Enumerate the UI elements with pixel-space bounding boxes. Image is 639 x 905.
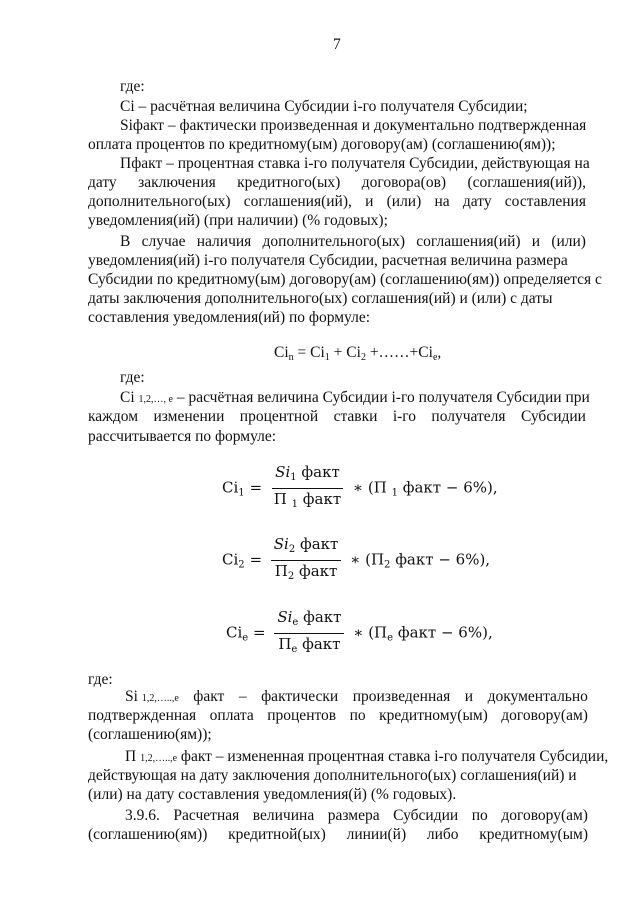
text-line: (или) на дату составления уведомления(й) (% годовых). — [88, 786, 457, 803]
text-line: (соглашению(ям)); — [88, 726, 212, 743]
justified-line: дату заключения кредитного(ых) договора(ов) (соглашения(ий)), — [88, 174, 586, 191]
text-line: рассчитывается по формуле: — [88, 428, 277, 445]
fraction: $\frac{Si_1 факт}{П _1 факт}$ — [273, 463, 342, 510]
text-line: действующая на дату заключения дополнительного(ых) соглашения(ий) и — [88, 767, 577, 784]
text-line: Ci – расчётная величина Субсидии i-го получателя Субсидии; — [120, 98, 528, 115]
text-line: Субсидии по кредитному(ым) договору(ам) (соглашению(ям)) определяется с — [88, 271, 602, 288]
text-line: где: — [120, 78, 145, 95]
text-line: где: — [88, 671, 113, 688]
formula-2: $Ci_2$ = $\frac{Si_2 факт}{П_2 факт}$ ∗ ($П_2$ факт − 6%), — [222, 536, 490, 585]
text-line: уведомления(ий) (при наличии) (% годовых); — [88, 212, 388, 229]
text-line: Siфакт – фактически произведенная и документально подтвержденная — [120, 117, 587, 134]
justified-line: каждом изменении процентной ставки i-го получателя Субсидии — [88, 408, 586, 425]
justified-line: Si 1,2,…..,e факт – фактически произведенная и документально — [125, 688, 588, 705]
justified-line: 3.9.6. Расчетная величина размера Субсидии по договору(ам) — [125, 807, 588, 824]
text-line: уведомления(ий) i-го получателя Субсидии, расчетная величина размера — [88, 252, 568, 269]
formula-1: $Ci_1$ = $\frac{Si_1 факт}{П _1 факт}$ ∗ (П $_1$ факт − 6%), — [222, 464, 498, 513]
formula-3: $Ci_e$ = $\frac{Si_e факт}{П_e факт}$ ∗ ($П_e$ факт − 6%), — [226, 609, 493, 658]
text-line: Пфакт – процентная ставка i-го получателя Субсидии, действующая на — [120, 155, 590, 172]
justified-line: подтвержденная оплата процентов по кредитному(ым) договору(ам) — [88, 707, 588, 724]
text-line: составления уведомления(ий) по формуле: — [88, 309, 371, 326]
page-number: 7 — [333, 36, 341, 53]
fraction: $\frac{Si_2 факт}{П_2 факт}$ — [271, 536, 342, 585]
text-line: где: — [120, 369, 145, 386]
justified-line: В случае наличия дополнительного(ых) соглашения(ий) и (или) — [120, 233, 586, 250]
text-line: оплата процентов по кредитному(ым) договору(ам) (соглашению(ям)); — [88, 136, 556, 153]
justified-line: дополнительного(ых) соглашения(ий), и (или) на дату составления — [88, 193, 586, 210]
fraction: $\frac{Si_e факт}{П_e факт}$ — [274, 609, 344, 658]
formula-sum: $Ci_n = Ci_1 + Ci_2$ $+\dots\dots+Ci_e$, — [274, 344, 442, 363]
text-line: П 1,2,…..,e факт – измененная процентная ставка i-го получателя Субсидии, — [125, 748, 609, 765]
text-line: даты заключения дополнительного(ых) соглашения(ий) и (или) с даты — [88, 290, 553, 307]
text-line: Ci 1,2,…, e – расчётная величина Субсидии i-го получателя Субсидии при — [120, 389, 590, 406]
justified-line: (соглашению(ям)) кредитной(ых) линии(й) либо кредитному(ым) — [88, 826, 588, 843]
